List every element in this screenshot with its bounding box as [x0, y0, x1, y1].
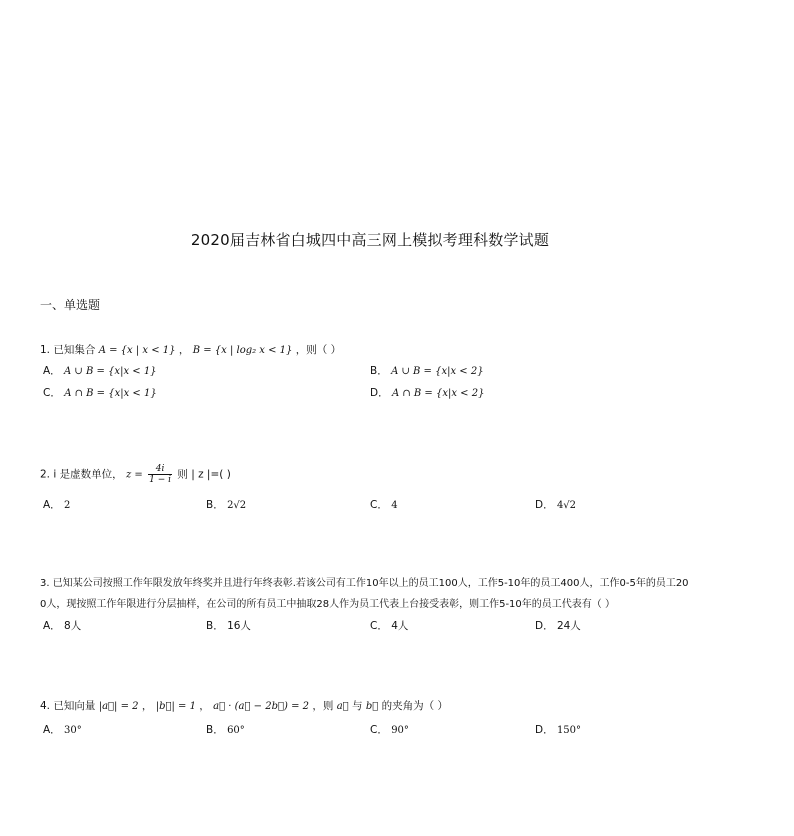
question-2-option-c: [370, 498, 398, 513]
option-text: A ∪ B = {x|x < 2}: [391, 366, 484, 377]
option-letter: C．: [43, 387, 61, 399]
question-2-lhs: z =: [125, 469, 143, 481]
question-1-prefix: 1. 已知集合: [40, 344, 96, 356]
option-letter: B．: [206, 499, 224, 511]
option-text: 4人: [391, 620, 409, 632]
question-4-option-d: [535, 723, 581, 738]
option-letter: C．: [370, 620, 388, 632]
question-2-suffix: 则 | z |=( ): [177, 468, 231, 481]
question-4-option-c: [370, 723, 409, 738]
question-4-norm-b: |b⃗| = 1: [155, 701, 196, 712]
question-1-separator: ，: [178, 344, 190, 356]
option-letter: C．: [370, 499, 388, 511]
question-3-option-a: [43, 619, 81, 633]
option-letter: D．: [535, 620, 554, 632]
option-letter: B．: [206, 724, 224, 736]
question-4-suffix: 的夹角为（ ）: [381, 700, 448, 712]
option-text: 8人: [64, 620, 82, 632]
option-letter: B．: [370, 365, 388, 377]
question-3-option-b: [206, 619, 251, 633]
question-2-stem: [40, 464, 231, 485]
question-3-option-d: [535, 619, 581, 633]
question-2-option-d: [535, 498, 576, 513]
option-text: A ∩ B = {x|x < 1}: [64, 388, 157, 399]
question-4-stem: [40, 699, 448, 714]
section-heading: 一、单选题: [40, 298, 101, 312]
question-3-line-1: 3. 已知某公司按照工作年限发放年终奖并且进行年终表彰.若该公司有工作10年以上的员工100人，工作5-10年的员工400人，工作0-5年的员工20: [40, 578, 689, 589]
page-title: 2020届吉林省白城四中高三网上模拟考理科数学试题: [190, 231, 550, 249]
question-4-mid: ，则: [312, 700, 334, 712]
question-2-option-b: [206, 498, 246, 513]
question-4-option-b: [206, 723, 245, 738]
option-text: 150°: [556, 725, 582, 736]
question-3-line-2: 0人，现按照工作年限进行分层抽样，在公司的所有员工中抽取28人作为员工代表上台接受表彰，则工作5-10年的员工代表有（ ）: [40, 599, 615, 610]
option-text: 60°: [227, 725, 245, 736]
option-letter: D．: [370, 387, 389, 399]
option-letter: D．: [535, 724, 554, 736]
question-2-fraction: [148, 464, 172, 485]
option-text: A ∩ B = {x|x < 2}: [391, 388, 485, 399]
question-3-option-c: [370, 619, 408, 633]
question-1-option-d: [370, 386, 484, 401]
option-letter: A．: [43, 365, 61, 377]
option-text: 30°: [64, 725, 82, 736]
option-text: 4√2: [556, 500, 577, 511]
question-2-prefix: 2. i 是虚数单位，: [40, 468, 123, 481]
fraction-denominator: 1 − i: [149, 475, 172, 485]
question-1-option-b: [370, 364, 484, 379]
question-1-option-a: [43, 364, 157, 379]
question-2-option-a: [43, 498, 70, 513]
option-text: 16人: [227, 620, 251, 632]
question-4-norm-a: |a⃗| = 2: [98, 701, 139, 712]
question-4-separator-2: ，: [199, 700, 210, 712]
option-letter: B．: [206, 620, 224, 632]
option-text: 4: [391, 500, 398, 511]
option-letter: D．: [535, 499, 554, 511]
question-1-set-b: B = {x | log₂ x < 1}: [192, 345, 293, 356]
question-4-option-a: [43, 723, 82, 738]
question-1-set-a: A = {x | x < 1}: [98, 345, 176, 356]
question-1-stem: [40, 343, 341, 358]
option-letter: C．: [370, 724, 388, 736]
option-text: 24人: [556, 620, 581, 632]
option-text: 2: [64, 500, 71, 511]
question-1-suffix: ，则（ ）: [295, 344, 342, 356]
option-text: 2√2: [227, 500, 247, 511]
question-4-vector-a: a⃗: [336, 701, 349, 712]
option-letter: A．: [43, 620, 61, 632]
question-1-option-c: [43, 386, 157, 401]
option-text: 90°: [391, 725, 409, 736]
question-4-dot-product: a⃗ · (a⃗ − 2b⃗) = 2: [213, 701, 310, 712]
question-4-separator-1: ，: [141, 700, 153, 712]
fraction-numerator: 4i: [148, 464, 172, 475]
question-4-and: 与: [352, 700, 363, 712]
option-letter: A．: [43, 724, 61, 736]
question-4-prefix: 4. 已知向量: [40, 700, 96, 712]
option-text: A ∪ B = {x|x < 1}: [64, 366, 157, 377]
option-letter: A．: [43, 499, 61, 511]
question-4-vector-b: b⃗: [365, 701, 379, 712]
